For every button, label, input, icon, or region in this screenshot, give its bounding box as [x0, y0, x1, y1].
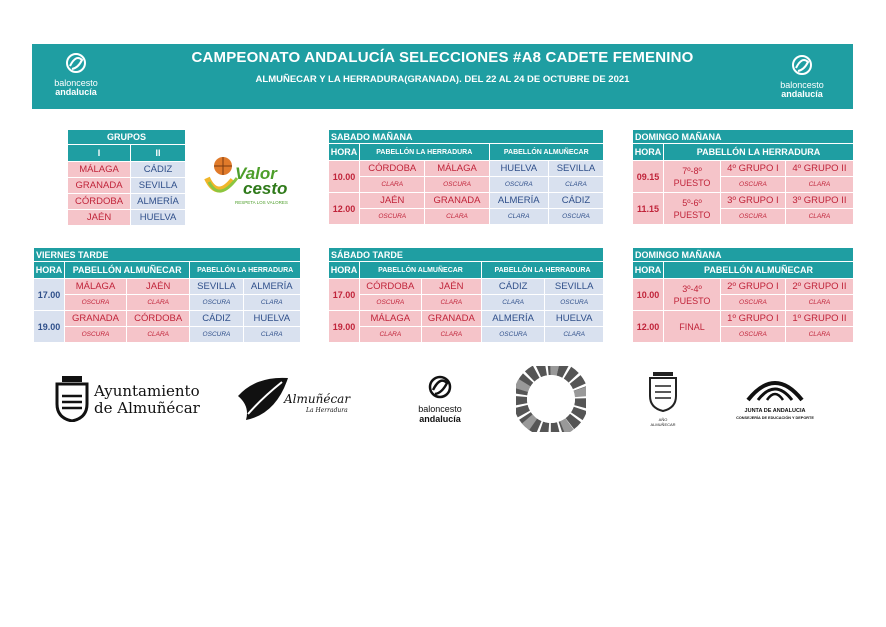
groups-table — [67, 129, 186, 226]
kit-cell: CLARA — [490, 209, 548, 224]
kit-cell: CLARA — [127, 295, 189, 310]
page-subtitle: ALMUÑECAR Y LA HERRADURA(GRANADA). DEL 22 AL 24 DE OCTUBRE DE 2021 — [255, 74, 630, 85]
basketball-swirl-icon — [789, 52, 815, 76]
kit-cell: CLARA — [549, 177, 603, 192]
venue-header: PABELLÓN ALMUÑECAR — [65, 262, 189, 278]
almunecar-la-herradura-logo: Almuñécar La Herradura — [236, 374, 366, 422]
basketball-swirl-icon — [63, 50, 89, 74]
team-cell: CÁDIZ — [549, 193, 603, 208]
team-cell: CÓRDOBA — [360, 279, 421, 294]
team-cell: SEVILLA — [549, 161, 603, 176]
kit-cell: OSCURA — [490, 177, 548, 192]
team-cell: ALMERÍA — [244, 279, 300, 294]
team-cell: GRANADA — [425, 193, 488, 208]
kit-cell: CLARA — [422, 295, 481, 310]
hora-header: HORA — [34, 262, 64, 278]
baloncesto-andalucia-logo-right: baloncesto andalucía — [770, 52, 834, 99]
kit-cell: OSCURA — [721, 327, 785, 342]
venue-header: PABELLÓN ALMUÑECAR — [360, 262, 481, 278]
team-cell: 2º GRUPO II — [786, 279, 853, 294]
valor-cesto-word1: Valor — [235, 164, 277, 183]
kit-cell: CLARA — [545, 327, 603, 342]
team-cell: GRANADA — [65, 311, 126, 326]
match-time: 10.00 — [633, 279, 663, 310]
venue-header: PABELLÓN LA HERRADURA — [482, 262, 603, 278]
team-cell: SEVILLA — [190, 279, 242, 294]
team-cell: GRANADA — [422, 311, 481, 326]
team-cell: CÓRDOBA — [360, 161, 424, 176]
groups-title: GRUPOS — [68, 130, 185, 144]
kit-cell: OSCURA — [721, 295, 785, 310]
schedule-sun-morning-herradura — [632, 129, 854, 225]
placement-label: 5º-6º PUESTO — [664, 193, 720, 224]
shield-crest-icon — [54, 374, 90, 422]
schedule-title: SABADO MAÑANA — [329, 130, 603, 143]
team-cell: JAÉN — [422, 279, 481, 294]
kit-cell: CLARA — [422, 327, 481, 342]
kit-cell: OSCURA — [425, 177, 488, 192]
venue-header: PABELLÓN LA HERRADURA — [360, 144, 489, 160]
kit-cell: CLARA — [482, 295, 544, 310]
schedule-title: DOMINGO MAÑANA — [633, 130, 853, 143]
team-cell: JAÉN — [360, 193, 424, 208]
schedule-sun-morning-almunecar — [632, 247, 854, 343]
team-cell: 3º GRUPO II — [786, 193, 853, 208]
venue-header: PABELLÓN ALMUÑECAR — [664, 262, 853, 278]
sdg-wheel-logo — [516, 366, 586, 432]
schedule-fri-afternoon — [33, 247, 301, 343]
placement-label: FINAL — [664, 311, 720, 342]
schedule-title: VIERNES TARDE — [34, 248, 300, 261]
hora-header: HORA — [633, 262, 663, 278]
kit-cell: OSCURA — [65, 295, 126, 310]
baloncesto-andalucia-logo-bottom: baloncesto andalucía — [408, 372, 472, 426]
match-time: 19.00 — [329, 311, 359, 342]
group-team: ALMERÍA — [131, 194, 185, 209]
schedule-title: DOMINGO MAÑANA — [633, 248, 853, 261]
match-time: 17.00 — [34, 279, 64, 310]
match-time: 19.00 — [34, 311, 64, 342]
kit-cell: OSCURA — [549, 209, 603, 224]
match-time: 11.15 — [633, 193, 663, 224]
hora-header: HORA — [329, 262, 359, 278]
kit-cell: OSCURA — [482, 327, 544, 342]
schedule-sat-morning — [328, 129, 604, 225]
match-time: 17.00 — [329, 279, 359, 310]
kit-cell: OSCURA — [545, 295, 603, 310]
group-team: SEVILLA — [131, 178, 185, 193]
valor-cesto-tagline: RESPETA LOS VALORES — [235, 200, 288, 205]
group-col-1: I — [68, 145, 130, 161]
page-title: CAMPEONATO ANDALUCÍA SELECCIONES #A8 CADETE FEMENINO — [191, 49, 694, 66]
kit-cell: CLARA — [786, 209, 853, 224]
junta-andalucia-logo: JUNTA DE ANDALUCIA CONSEJERÍA DE EDUCACIÓN Y DEPORTE — [730, 372, 820, 424]
hora-header: HORA — [329, 144, 359, 160]
team-cell: CÁDIZ — [482, 279, 544, 294]
team-cell: CÁDIZ — [190, 311, 242, 326]
valor-cesto-word2: cesto — [243, 179, 288, 198]
kit-cell: CLARA — [786, 177, 853, 192]
kit-cell: OSCURA — [721, 177, 785, 192]
team-cell: MÁLAGA — [65, 279, 126, 294]
team-cell: 3º GRUPO I — [721, 193, 785, 208]
team-cell: 4º GRUPO II — [786, 161, 853, 176]
kit-cell: CLARA — [786, 327, 853, 342]
group-team: CÁDIZ — [131, 162, 185, 177]
team-cell: HUELVA — [244, 311, 300, 326]
sdg-wheel-icon — [516, 366, 586, 432]
kit-cell: CLARA — [786, 295, 853, 310]
basketball-swirl-icon — [425, 372, 455, 400]
team-cell: HUELVA — [490, 161, 548, 176]
kit-cell: CLARA — [360, 327, 421, 342]
team-cell: ALMERÍA — [482, 311, 544, 326]
team-cell: ALMERÍA — [490, 193, 548, 208]
kit-cell: OSCURA — [190, 327, 242, 342]
team-cell: 1º GRUPO I — [721, 311, 785, 326]
almunecar-crest-logo: AÑO ALMUÑECAR — [643, 370, 683, 426]
junta-arch-icon — [742, 372, 808, 402]
placement-label: 3º-4º PUESTO — [664, 279, 720, 310]
venue-header: PABELLÓN ALMUÑECAR — [490, 144, 603, 160]
match-time: 12.00 — [633, 311, 663, 342]
kit-cell: CLARA — [360, 177, 424, 192]
group-team: HUELVA — [131, 210, 185, 225]
team-cell: MÁLAGA — [360, 311, 421, 326]
placement-label: 7º-8º PUESTO — [664, 161, 720, 192]
crest-icon — [647, 370, 679, 412]
team-cell: CÓRDOBA — [127, 311, 189, 326]
group-col-2: II — [131, 145, 185, 161]
hora-header: HORA — [633, 144, 663, 160]
group-team: GRANADA — [68, 178, 130, 193]
kit-cell: OSCURA — [360, 295, 421, 310]
kit-cell: CLARA — [127, 327, 189, 342]
valor-cesto-logo — [203, 154, 315, 212]
kit-cell: OSCURA — [721, 209, 785, 224]
baloncesto-andalucia-logo-left: baloncesto andalucía — [44, 50, 108, 97]
kit-cell: OSCURA — [190, 295, 242, 310]
match-time: 12.00 — [329, 193, 359, 224]
team-cell: SEVILLA — [545, 279, 603, 294]
kit-cell: OSCURA — [360, 209, 424, 224]
kit-cell: CLARA — [244, 295, 300, 310]
match-time: 10.00 — [329, 161, 359, 192]
ayuntamiento-almunecar-logo: Ayuntamiento de Almuñécar — [54, 374, 204, 424]
kit-cell: CLARA — [244, 327, 300, 342]
team-cell: MÁLAGA — [425, 161, 488, 176]
team-cell: 2º GRUPO I — [721, 279, 785, 294]
group-team: MÁLAGA — [68, 162, 130, 177]
team-cell: HUELVA — [545, 311, 603, 326]
venue-header: PABELLÓN LA HERRADURA — [664, 144, 853, 160]
venue-header: PABELLÓN LA HERRADURA — [190, 262, 300, 278]
kit-cell: OSCURA — [65, 327, 126, 342]
header-banner — [32, 44, 853, 109]
schedule-sat-afternoon — [328, 247, 604, 343]
match-time: 09.15 — [633, 161, 663, 192]
team-cell: 1º GRUPO II — [786, 311, 853, 326]
kit-cell: CLARA — [425, 209, 488, 224]
group-team: CÓRDOBA — [68, 194, 130, 209]
team-cell: JAÉN — [127, 279, 189, 294]
schedule-title: SÁBADO TARDE — [329, 248, 603, 261]
team-cell: 4º GRUPO I — [721, 161, 785, 176]
group-team: JAÉN — [68, 210, 130, 225]
